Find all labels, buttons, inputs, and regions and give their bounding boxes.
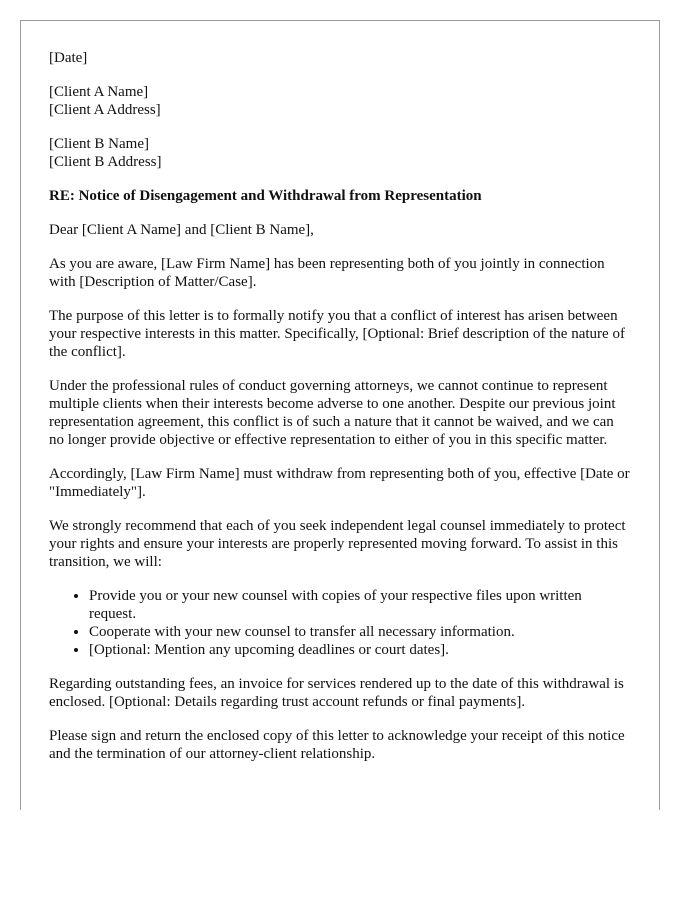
client-a-block <box>49 83 631 119</box>
letter-page <box>20 20 660 810</box>
list-item: • Cooperate with your new counsel to transfer all necessary information. <box>89 623 631 641</box>
paragraph-representation: As you are aware, [Law Firm Name] has been representing both of you jointly in connection with [Description of Matter/Case]. <box>49 256 605 290</box>
paragraph-recommendation: We strongly recommend that each of you seek independent legal counsel immediately to protect your rights and ensure your interests are properly represented moving forward. To assist in this transition, we will: <box>49 518 626 570</box>
list-item: • [Optional: Mention any upcoming deadlines or court dates]. <box>89 641 631 659</box>
paragraph-conflict: The purpose of this letter is to formally notify you that a conflict of interest has arisen between your respective interests in this matter. Specifically, [Optional: Brief description of the nature of the conflict]. <box>49 308 625 360</box>
client-b-address: [Client B Address] <box>49 154 162 170</box>
subject-line: RE: Notice of Disengagement and Withdrawal from Representation <box>49 188 482 204</box>
paragraph-withdrawal: Accordingly, [Law Firm Name] must withdraw from representing both of you, effective [Date or "Immediately"]. <box>49 466 630 500</box>
list-item: • Provide you or your new counsel with copies of your respective files upon written request. <box>89 587 631 623</box>
client-a-address: [Client A Address] <box>49 102 161 118</box>
salutation: Dear [Client A Name] and [Client B Name], <box>49 222 314 238</box>
client-b-name: [Client B Name] <box>49 136 149 152</box>
paragraph-rules: Under the professional rules of conduct governing attorneys, we cannot continue to represent multiple clients when their interests become adverse to one another. Despite our previous joint representation agreement, this conflict is of such a nature that it cannot be waived, and we can no longer provide objective or effective representation to either of you in this specific matter. <box>49 378 616 448</box>
paragraph-fees: Regarding outstanding fees, an invoice for services rendered up to the date of this withdrawal is enclosed. [Optional: Details regarding trust account refunds or final payments]. <box>49 676 624 710</box>
assist-list <box>49 587 631 659</box>
letter-date: [Date] <box>49 50 88 66</box>
client-a-name: [Client A Name] <box>49 84 149 100</box>
client-b-block <box>49 135 631 171</box>
paragraph-acknowledge: Please sign and return the enclosed copy of this letter to acknowledge your receipt of this notice and the termination of our attorney-client relationship. <box>49 728 625 762</box>
